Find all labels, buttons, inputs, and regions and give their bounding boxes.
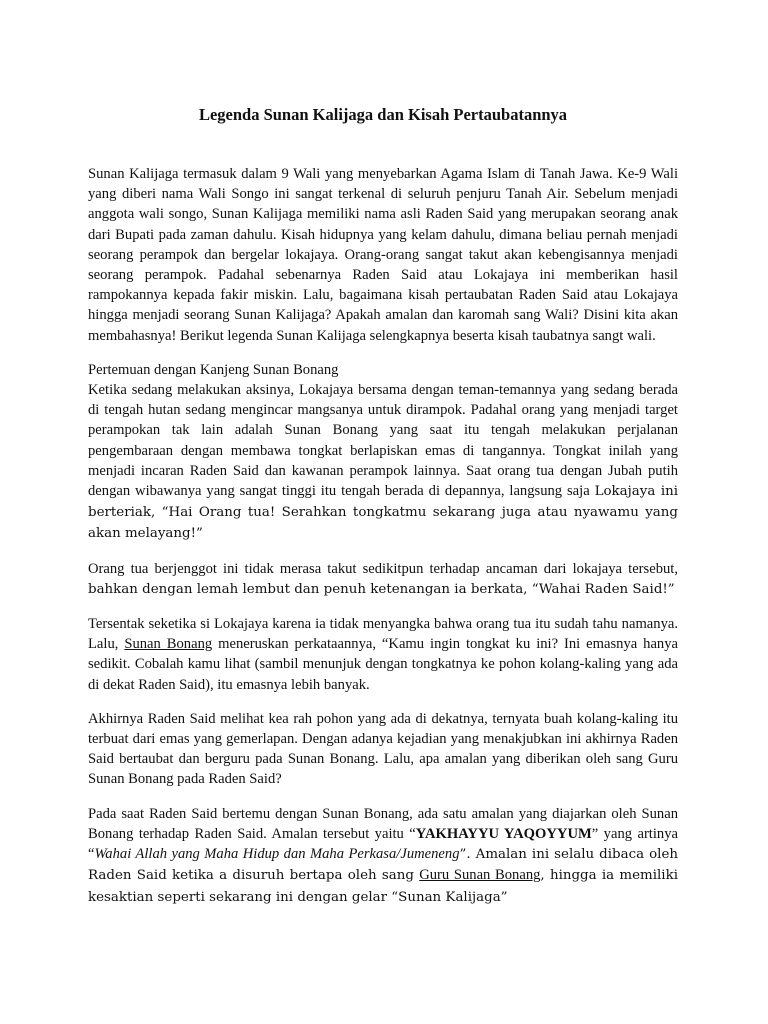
paragraph-1 <box>88 380 678 545</box>
document-page <box>88 104 678 922</box>
paragraph-3 <box>88 614 678 695</box>
intro-paragraph: Sunan Kalijaga termasuk dalam 9 Wali yang menyebarkan Agama Islam di Tanah Jawa. Ke-9 Wali yang diberi nama Wali Songo ini sangat terkenal di seluruh penjuru Tanah Air. Sebelum menjadi anggota wali songo, Sunan Kalijaga memiliki nama asli Raden Said yang merupakan seorang anak dari Bupati pada zaman dahulu. Kisah hidupnya yang kelam dahulu, dimana beliau pernah menjadi seorang perampok dan bergelar lokajaya. Orang-orang sangat takut akan kebengisannya menjadi seorang perampok. Padahal sebenarnya Raden Said atau Lokajaya ini memberikan hasil rampokannya kepada fakir miskin. Lalu, bagaimana kisah pertaubatan Raden Said atau Lokajaya hingga menjadi seorang Sunan Kalijaga? Apakah amalan dan karomah sang Wali? Disini kita akan membahasnya! Berikut legenda Sunan Kalijaga selengkapnya beserta kisah taubatnya sangt wali. <box>88 166 678 344</box>
paragraph-1-text: Ketika sedang melakukan aksinya, Lokajaya bersama dengan teman-temannya yang sedang berada di tengah hutan sedang mengincar mangsanya untuk dirampok. Padahal orang yang menjadi target perampokan tak lain adalah Sunan Bonang yang saat itu tengah melakukan perjalanan pengembaraan dengan membawa tongkat berlapiskan emas di tangannya. Tongkat inilah yang menjadi incaran Raden Said dan kawanan perampok lainnya. Saat orang tua dengan Jubah putih dengan wibawanya yang sangat tinggi itu tengah berada di depannya, langsung saja <box>88 382 678 500</box>
sunan-bonang-link[interactable]: Sunan Bonang <box>124 636 213 653</box>
section-heading: Pertemuan dengan Kanjeng Sunan Bonang <box>88 361 339 378</box>
paragraph-4: Akhirnya Raden Said melihat kea rah pohon yang ada di dekatnya, ternyata buah kolang-kaling itu terbuat dari emas yang gemerlapan. Dengan adanya kejadian yang menakjubkan ini akhirnya Raden Said bertaubat dan berguru pada Sunan Bonang. Lalu, apa amalan yang diberikan oleh sang Guru Sunan Bonang pada Raden Said? <box>88 710 678 788</box>
paragraph-2 <box>88 559 678 600</box>
paragraph-5-text-d: , hingga ia memiliki kesaktian seperti sekarang ini dengan gelar “Sunan Kalijaga” <box>88 868 678 905</box>
document-title: Legenda Sunan Kalijaga dan Kisah Pertaubatannya <box>198 105 568 124</box>
guru-sunan-bonang-link[interactable]: Guru Sunan Bonang <box>419 867 541 884</box>
paragraph-5-text-c: ”. Amalan ini selalu dibaca oleh Raden Said ketika a disuruh bertapa oleh sang <box>88 847 678 884</box>
paragraph-5-text-b: ” yang artinya “ <box>88 825 678 863</box>
paragraph-1-quote: Lokajaya ini berteriak, “Hai Orang tua! Serahkan tongkatmu sekarang juga atau nyawamu yang akan melayang!” <box>88 484 679 542</box>
paragraph-5-text-a: Pada saat Raden Said bertemu dengan Sunan Bonang, ada satu amalan yang diajarkan oleh Sunan Bonang terhadap Raden Said. Amalan tersebut yaitu “ <box>88 805 678 842</box>
amalan-name: YAKHAYYU YAQOYYUM <box>415 825 592 842</box>
paragraph-5 <box>88 804 678 908</box>
paragraph-3-text-end: meneruskan perkataannya, “Kamu ingin tongkat ku ini? Ini emasnya hanya sedikit. Cobalah kamu lihat (sambil menunjuk dengan tongkatnya ke pohon kolang-kaling yang ada di dekat Raden Said), itu emasnya lebih banyak. <box>88 636 678 693</box>
paragraph-2-text: Orang tua berjenggot ini tidak merasa takut sedikitpun terhadap ancaman dari lokajaya tersebut, <box>88 560 678 577</box>
paragraph-3-text-start: Tersentak seketika si Lokajaya karena ia tidak menyangka bahwa orang tua itu sudah tahu namanya. Lalu, <box>88 616 678 653</box>
amalan-meaning: Wahai Allah yang Maha Hidup dan Maha Perkasa/Jumeneng <box>94 846 460 863</box>
paragraph-2-quote: bahkan dengan lemah lembut dan penuh ketenangan ia berkata, “Wahai Raden Said!” <box>88 581 675 597</box>
